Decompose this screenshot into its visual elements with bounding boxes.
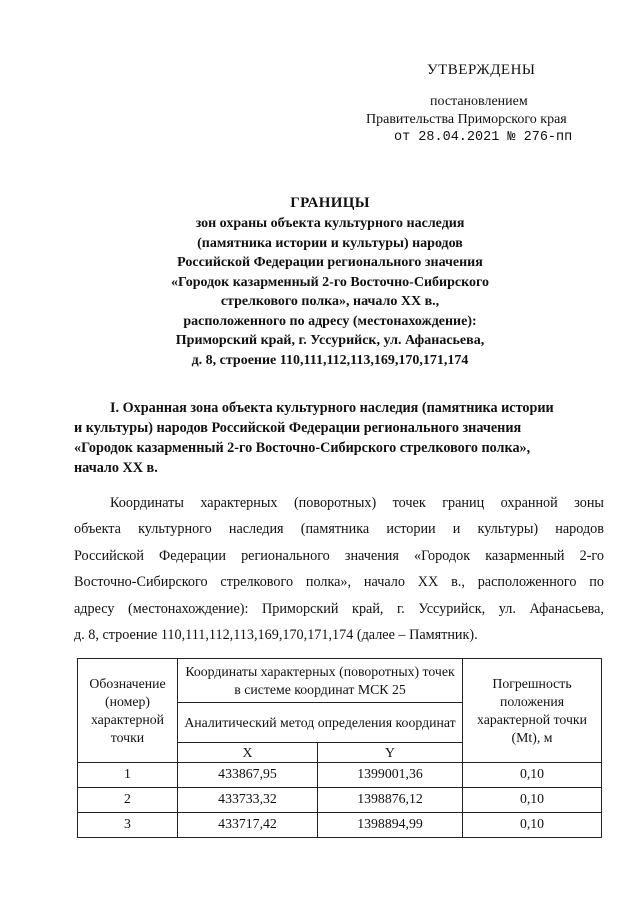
- title-line: зон охраны объекта культурного наследия: [195, 216, 465, 231]
- word: Восточно-Сибирского: [74, 574, 208, 591]
- section-heading: [74, 398, 604, 478]
- word: культуры): [477, 521, 539, 538]
- cell-point: 3: [78, 813, 178, 838]
- table-row: [78, 813, 602, 838]
- table-row: [78, 763, 602, 788]
- cell-y: 1398876,12: [318, 788, 463, 813]
- cell-y: 1398894,99: [318, 813, 463, 838]
- cell-x: 433717,42: [178, 813, 318, 838]
- coordinates-table: [77, 658, 602, 838]
- word: г.: [397, 600, 405, 617]
- word: наследия: [228, 521, 284, 538]
- word: Координаты: [110, 495, 184, 511]
- word: зоны: [574, 495, 604, 511]
- word: адресу: [74, 600, 115, 617]
- word: народов: [555, 521, 604, 538]
- approval-title: УТВЕРЖДЕНЫ: [427, 62, 536, 78]
- header-point-number: Обозначение (номер) характерной точки: [78, 659, 178, 763]
- paragraph-line: [74, 516, 604, 542]
- approval-line-3: от 28.04.2021 № 276-пп: [394, 130, 573, 145]
- title-line: д. 8, строение 110,111,112,113,169,170,171,174: [191, 352, 469, 368]
- word: Приморский: [262, 600, 339, 617]
- word: полка»,: [305, 574, 352, 591]
- section-line: «Городок казарменный 2-го Восточно-Сибирского стрелкового полка»,: [74, 440, 531, 456]
- header-method: Аналитический метод определения координат: [178, 703, 463, 743]
- paragraph-line: [74, 490, 604, 516]
- cell-y: 1399001,36: [318, 763, 463, 788]
- word: объекта: [74, 521, 121, 538]
- word: значения: [344, 547, 399, 564]
- header-error: Погрешность положения характерной точки (Mt), м: [463, 659, 602, 763]
- cell-error: 0,10: [463, 813, 602, 838]
- word: охранной: [500, 495, 558, 511]
- word: регионального: [241, 547, 330, 564]
- word: культурного: [138, 521, 212, 538]
- cell-error: 0,10: [463, 788, 602, 813]
- title-line: «Городок казарменный 2-го Восточно-Сибирского: [171, 274, 489, 290]
- cell-error: 0,10: [463, 763, 602, 788]
- cell-point: 1: [78, 763, 178, 788]
- header-y: Y: [318, 743, 463, 763]
- document-title: [130, 194, 530, 370]
- paragraph-line: [74, 569, 604, 595]
- paragraph-line: д. 8, строение 110,111,112,113,169,170,171,174 (далее – Памятник).: [74, 627, 478, 644]
- word: «Городок: [413, 547, 471, 564]
- cell-x: 433733,32: [178, 788, 318, 813]
- document-heading: ГРАНИЦЫ: [290, 195, 370, 211]
- title-line: расположенного по адресу (местонахождение):: [183, 313, 477, 329]
- word: XX: [417, 574, 439, 591]
- word: Уссурийск,: [418, 600, 486, 617]
- section-line: I. Охранная зона объекта культурного наследия (памятника истории: [110, 400, 554, 416]
- word: точек: [392, 495, 426, 511]
- word: казарменный: [485, 547, 565, 564]
- cell-x: 433867,95: [178, 763, 318, 788]
- title-line: стрелкового полка», начало XX в.,: [220, 294, 440, 309]
- title-line: (памятника истории и культуры) народов: [197, 235, 463, 251]
- header-x: X: [178, 743, 318, 763]
- word: 2-го: [579, 547, 604, 564]
- section-line: начало XX в.: [74, 460, 158, 476]
- word: характерных: [200, 495, 278, 511]
- word: (памятника: [300, 521, 370, 538]
- word: Афанасьева,: [529, 600, 604, 617]
- table-row: [78, 788, 602, 813]
- title-line: Приморский край, г. Уссурийск, ул. Афанасьева,: [175, 333, 485, 348]
- word: в.,: [451, 574, 465, 591]
- word: край,: [352, 600, 384, 617]
- word: по: [589, 574, 604, 591]
- approval-line-2: Правительства Приморского края: [366, 112, 567, 127]
- title-line: Российской Федерации регионального значения: [177, 255, 483, 270]
- word: (местонахождение):: [128, 600, 249, 617]
- word: (поворотных): [293, 495, 377, 511]
- word: истории: [386, 521, 436, 538]
- word: расположенного: [477, 574, 577, 591]
- word: границ: [442, 495, 485, 511]
- approval-line-1: постановлением: [430, 94, 528, 109]
- section-line: и культуры) народов Российской Федерации регионального значения: [74, 420, 522, 436]
- paragraph-line: [74, 596, 604, 622]
- body-paragraph: [74, 490, 604, 648]
- header-coordinates: Координаты характерных (поворотных) точек в системе координат МСК 25: [178, 659, 463, 703]
- paragraph-line: [74, 543, 604, 569]
- word: ул.: [498, 600, 516, 617]
- word: начало: [363, 574, 405, 591]
- word: и: [452, 521, 461, 538]
- word: Российской: [74, 547, 144, 564]
- cell-point: 2: [78, 788, 178, 813]
- word: Федерации: [158, 547, 226, 564]
- word: стрелкового: [220, 574, 294, 591]
